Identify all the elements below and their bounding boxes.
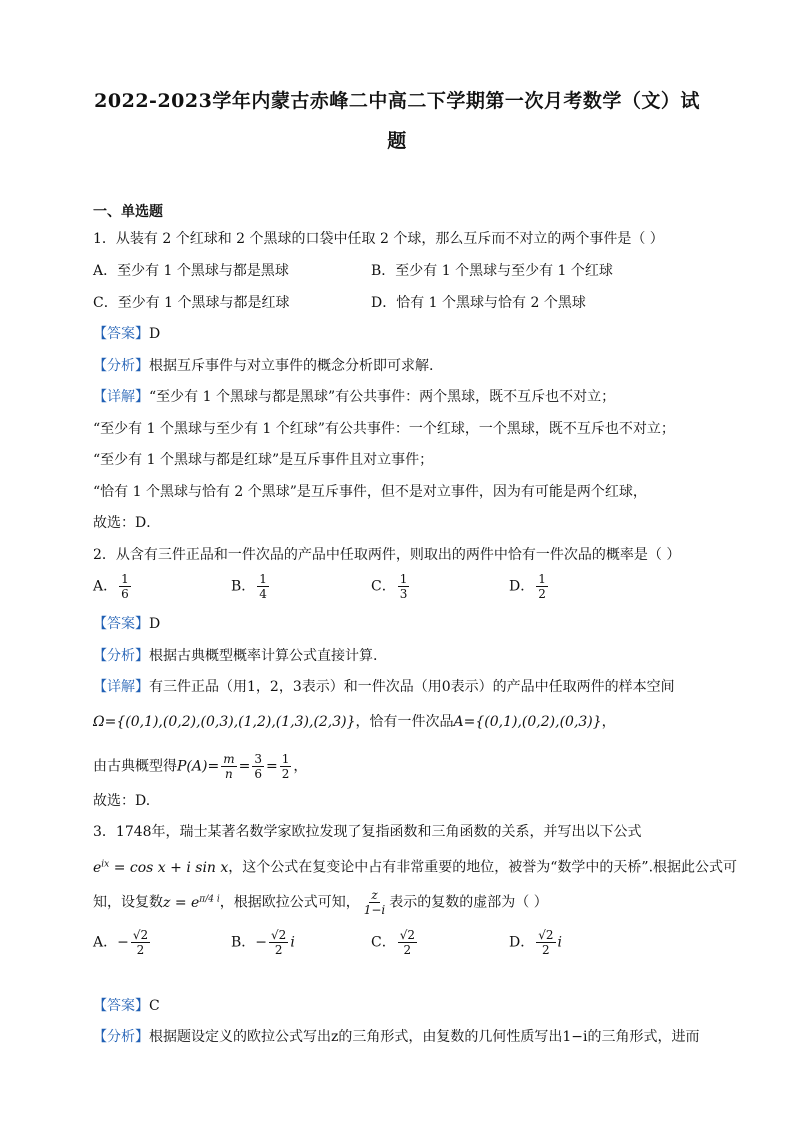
answer-tag: 【答案】	[93, 326, 149, 342]
fraction-1-2: $\frac{1}{2}$	[281, 752, 290, 781]
fraction-m-n: $\frac{m}{n}$	[223, 752, 235, 781]
answer-tag: 【答案】	[93, 998, 149, 1014]
q1-option-b: B．至少有 1 个黑球与至少有 1 个红球	[371, 263, 613, 279]
detail-tag: 【详解】	[93, 389, 149, 405]
q2-analysis	[93, 646, 377, 666]
punctuation: ，	[293, 758, 308, 775]
q1-detail-3: “至少有 1 个黑球与都是红球”是互斥事件且对立事件；	[93, 452, 434, 468]
fraction: $\frac{1}{3}$	[399, 572, 408, 601]
option-label: D．	[509, 578, 535, 595]
q2-answer	[93, 614, 160, 634]
q2-option-b	[231, 572, 271, 601]
option-suffix: i	[290, 934, 295, 951]
analysis-text: 根据互斥事件与对立事件的概念分析即可求解.	[149, 358, 434, 374]
q2-stem: 2．从含有三件正品和一件次品的产品中任取两件，则取出的两件中恰有一件次品的概率是（ ）	[93, 547, 681, 563]
q1-answer	[93, 324, 160, 344]
option-label: A．	[93, 578, 118, 595]
option-sign: −	[255, 934, 268, 951]
formula-lhs: P(A)=	[177, 758, 220, 775]
q1-option-a: A．至少有 1 个黑球与都是黑球	[93, 263, 289, 279]
q1-detail-1	[93, 387, 615, 407]
analysis-tag: 【分析】	[93, 358, 149, 374]
q1-stem: 1．从装有 2 个红球和 2 个黑球的口袋中任取 2 个球，那么互斥而不对立的两个事件是（ ）	[93, 231, 664, 247]
fraction: $\frac{1}{2}$	[538, 572, 546, 601]
q3-text-a: 知，设复数	[93, 894, 163, 911]
q3-text-b: ，根据欧拉公式可知，	[219, 894, 360, 911]
answer-value: D	[149, 616, 161, 632]
detail-tag: 【详解】	[93, 679, 149, 695]
option-label: B．	[231, 934, 256, 951]
q3-line2	[93, 854, 737, 878]
q2-option-a	[93, 572, 133, 601]
option-label: C．	[371, 578, 396, 595]
detail-text: “至少有 1 个黑球与都是黑球”有公共事件：两个黑球，既不互斥也不对立；	[149, 389, 616, 405]
z-expression: $z = e^{\pi/4 i}$	[163, 894, 220, 911]
fraction-z-over-1-minus-i: $\frac{z}{1-i}$	[363, 888, 386, 918]
q3-line2-text: ，这个公式在复变论中占有非常重要的地位，被誉为“数学中的天桥”.根据此公式可	[228, 859, 738, 876]
q3-text-c: 表示的复数的虚部为（ ）	[389, 894, 548, 911]
equals: =	[265, 758, 278, 775]
q2-detail-1	[93, 677, 675, 697]
option-label: D．	[509, 934, 535, 951]
analysis-text: 根据题设定义的欧拉公式写出z的三角形式，由复数的几何性质写出1−i的三角形式，进而	[149, 1029, 700, 1045]
answer-value: D	[149, 326, 161, 342]
fraction: $\frac{√2}{2}$	[538, 928, 554, 957]
q1-option-c: C．至少有 1 个黑球与都是红球	[93, 295, 290, 311]
q2-option-c	[371, 572, 411, 601]
q2-sample-space	[93, 712, 616, 732]
fraction: $\frac{√2}{2}$	[132, 928, 149, 957]
q3-answer	[93, 996, 160, 1016]
page-title-line2: 题	[387, 130, 407, 152]
section-heading: 一、单选题	[93, 204, 163, 220]
q3-line3	[93, 885, 548, 917]
q1-detail-4: “恰有 1 个黑球与恰有 2 个黑球”是互斥事件，但不是对立事件，因为有可能是两个红球，	[93, 484, 647, 500]
q3-line1: 3．1748年，瑞士某著名数学家欧拉发现了复指函数和三角函数的关系，并写出以下公式	[93, 824, 642, 840]
q2-option-d	[509, 572, 550, 601]
euler-formula: $e^{ix} = \cos x + i$ sin x	[93, 859, 229, 876]
answer-value: C	[149, 998, 160, 1014]
analysis-tag: 【分析】	[93, 648, 149, 664]
q1-analysis	[93, 356, 433, 376]
q3-analysis	[93, 1027, 700, 1047]
classic-prefix: 由古典概型得	[93, 758, 177, 775]
option-suffix: i	[557, 934, 562, 951]
page-title-line1: 2022-2023学年内蒙古赤峰二中高二下学期第一次月考数学（文）试	[94, 90, 700, 112]
q2-classic-formula	[93, 752, 307, 781]
punctuation: ，	[601, 714, 616, 730]
fraction-3-6: $\frac{3}{6}$	[254, 752, 262, 781]
q3-option-d	[509, 928, 562, 957]
q1-detail-2: “至少有 1 个黑球与至少有 1 个红球”有公共事件：一个红球，一个黑球，既不互斥也不对立；	[93, 421, 675, 437]
q3-option-a	[93, 928, 152, 957]
answer-tag: 【答案】	[93, 616, 149, 632]
fraction: $\frac{√2}{2}$	[271, 928, 287, 957]
omega-set: Ω={(0,1),(0,2),(0,3),(1,2),(1,3),(2,3)}	[93, 714, 356, 730]
event-text: ，恰有一件次品	[355, 714, 454, 730]
q3-option-b	[231, 928, 295, 957]
analysis-text: 根据古典概型概率计算公式直接计算.	[149, 648, 378, 664]
fraction: $\frac{1}{6}$	[121, 572, 129, 601]
event-set: A={(0,1),(0,2),(0,3)}	[453, 714, 602, 730]
q1-option-d: D．恰有 1 个黑球与恰有 2 个黑球	[371, 295, 586, 311]
option-label: C．	[371, 934, 396, 951]
q1-conclusion: 故选：D．	[93, 515, 161, 531]
q2-conclusion: 故选：D.	[93, 793, 151, 809]
option-sign: −	[117, 934, 129, 951]
detail-text: 有三件正品（用1，2，3表示）和一件次品（用0表示）的产品中任取两件的样本空间	[149, 679, 675, 695]
option-label: A．	[93, 934, 118, 951]
option-label: B．	[231, 578, 256, 595]
fraction: $\frac{√2}{2}$	[399, 928, 415, 957]
q3-option-c	[371, 928, 419, 957]
fraction: $\frac{1}{4}$	[259, 572, 267, 601]
analysis-tag: 【分析】	[93, 1029, 149, 1045]
equals: =	[238, 758, 251, 775]
